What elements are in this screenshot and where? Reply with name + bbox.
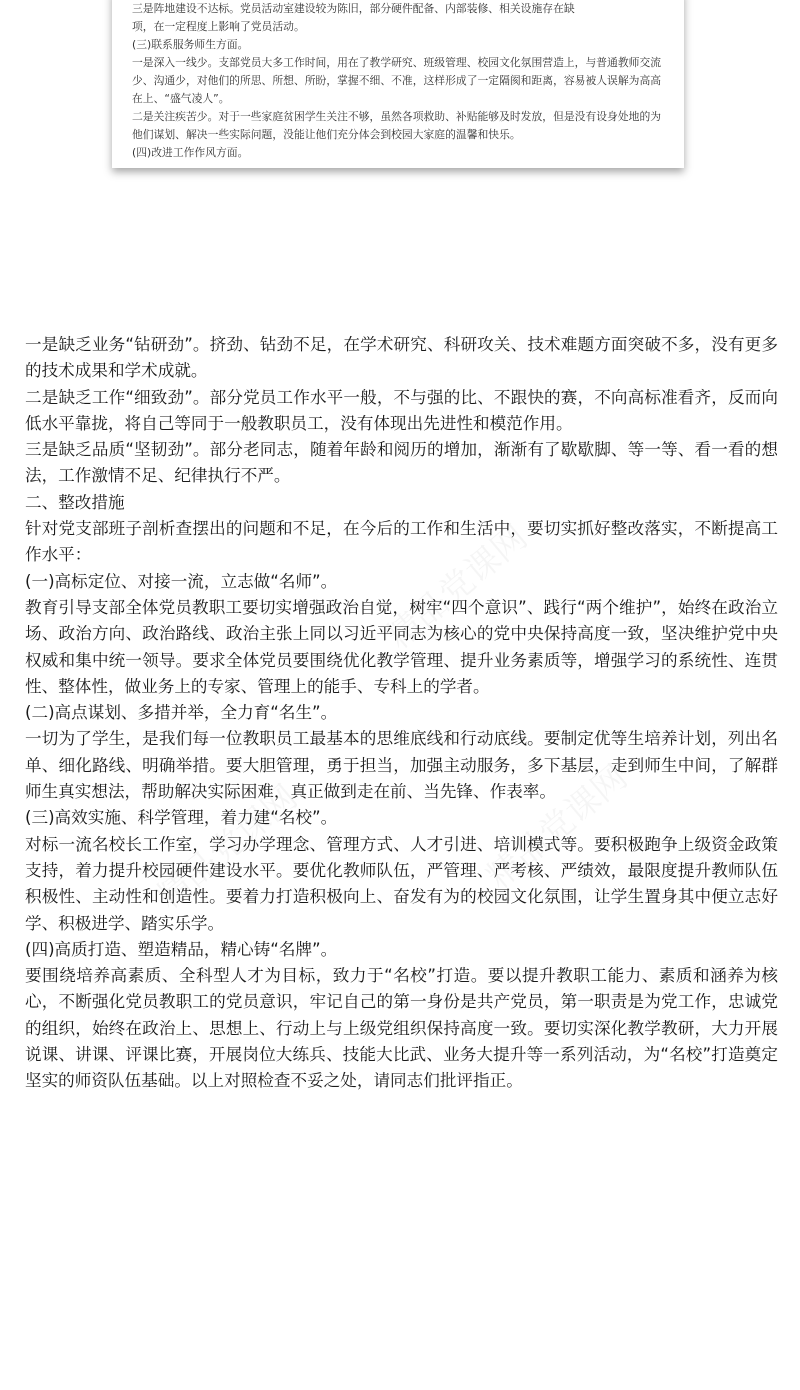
preview-paragraph: (四)改进工作作风方面。 xyxy=(132,146,249,159)
preview-paragraph: 项，在一定程度上影响了党员活动。 xyxy=(132,20,305,33)
paragraph: 二是缺乏工作“细致劲”。部分党员工作水平一般，不与强的比、不跟快的赛，不向高标准看齐，反而向低水平靠拢，将自己等同于一般教职员工，没有体现出先进性和模范作用。 xyxy=(25,387,778,433)
document-preview-card xyxy=(112,0,684,168)
preview-paragraph: (三)联系服务师生方面。 xyxy=(132,38,249,51)
preview-text xyxy=(132,0,666,162)
paragraph: 针对党支部班子剖析查摆出的问题和不足，在今后的工作和生活中，要切实抓好整改落实，不断提高工作水平： xyxy=(25,519,778,565)
paragraph: 一是缺乏业务“钻研劲”。挤劲、钻劲不足，在学术研究、科研攻关、技术难题方面突破不多，没有更多的技术成果和学术成就。 xyxy=(25,335,778,381)
preview-paragraph: 二是关注疾苦少。对于一些家庭贫困学生关注不够，虽然各项救助、补贴能够及时发放，但是没有设身处地的为他们谋划、解决一些实际问题，没能让他们充分体会到校园大家庭的温馨和快乐。 xyxy=(132,110,662,141)
paragraph: 对标一流名校长工作室，学习办学理念、管理方式、人才引进、培训模式等。要积极跑争上级资金政策支持，着力提升校园硬件建设水平。要优化教师队伍，严管理、严考核、严绩效，最限度提升教师队伍积极性、主动性和创造性。要着力打造积极向上、奋发有为的校园文化氛围，让学生置身其中便立志好学、积极进学、踏实乐学。 xyxy=(25,834,778,933)
preview-paragraph: 一是深入一线少。支部党员大多工作时间，用在了教学研究、班级管理、校园文化氛围营造上，与普通教师交流少、沟通少，对他们的所思、所想、所盼，掌握不细、不准，这样形成了一定隔阂和距离，容易被人误解为高高在上、“盛气凌人”。 xyxy=(132,56,662,105)
subheading: (三)高效实施、科学管理，着力建“名校”。 xyxy=(25,808,338,828)
paragraph: 要围绕培养高素质、全科型人才为目标，致力于“名校”打造。要以提升教职工能力、素质和涵养为核心，不断强化党员教职工的党员意识，牢记自己的第一身份是共产党员，第一职责是为党工作，忠诚党的组织，始终在政治上、思想上、行动上与上级党组织保持高度一致。要切实深化教学教研，大力开展说课、讲课、评课比赛，开展岗位大练兵、技能大比武、业务大提升等一系列活动，为“名校”打造奠定坚实的师资队伍基础。以上对照检查不妥之处，请同志们批评指正。 xyxy=(25,966,778,1091)
subheading: (一)高标定位、对接一流，立志做“名师”。 xyxy=(25,571,338,591)
paragraph: 三是缺乏品质“坚韧劲”。部分老同志，随着年龄和阅历的增加，渐渐有了歇歇脚、等一等、看一看的想法，工作激情不足、纪律执行不严。 xyxy=(25,440,778,486)
subheading: (二)高点谋划、多措并举，全力育“名生”。 xyxy=(25,703,338,723)
document-body xyxy=(25,332,778,1095)
section-heading: 二、整改措施 xyxy=(25,492,125,512)
preview-paragraph: 三是阵地建设不达标。党员活动室建设较为陈旧，部分硬件配备、内部装修、相关设施存在缺 xyxy=(132,2,575,15)
subheading: (四)高质打造、塑造精品，精心铸“名牌”。 xyxy=(25,939,338,959)
paragraph: 教育引导支部全体党员教职工要切实增强政治自觉，树牢“四个意识”、践行“两个维护”，始终在政治立场、政治方向、政治路线、政治主张上同以习近平同志为核心的党中央保持高度一致，坚决维护党中央权威和集中统一领导。要求全体党员要围绕优化教学管理、提升业务素质等，增强学习的系统性、连贯性、整体性，做业务上的专家、管理上的能手、专科上的学者。 xyxy=(25,597,778,696)
paragraph: 一切为了学生，是我们每一位教职员工最基本的思维底线和行动底线。要制定优等生培养计划，列出名单、细化路线、明确举措。要大胆管理，勇于担当，加强主动服务，多下基层，走到师生中间，了解群师生真实想法，帮助解决实际困难，真正做到走在前、当先锋、作表率。 xyxy=(25,729,778,802)
